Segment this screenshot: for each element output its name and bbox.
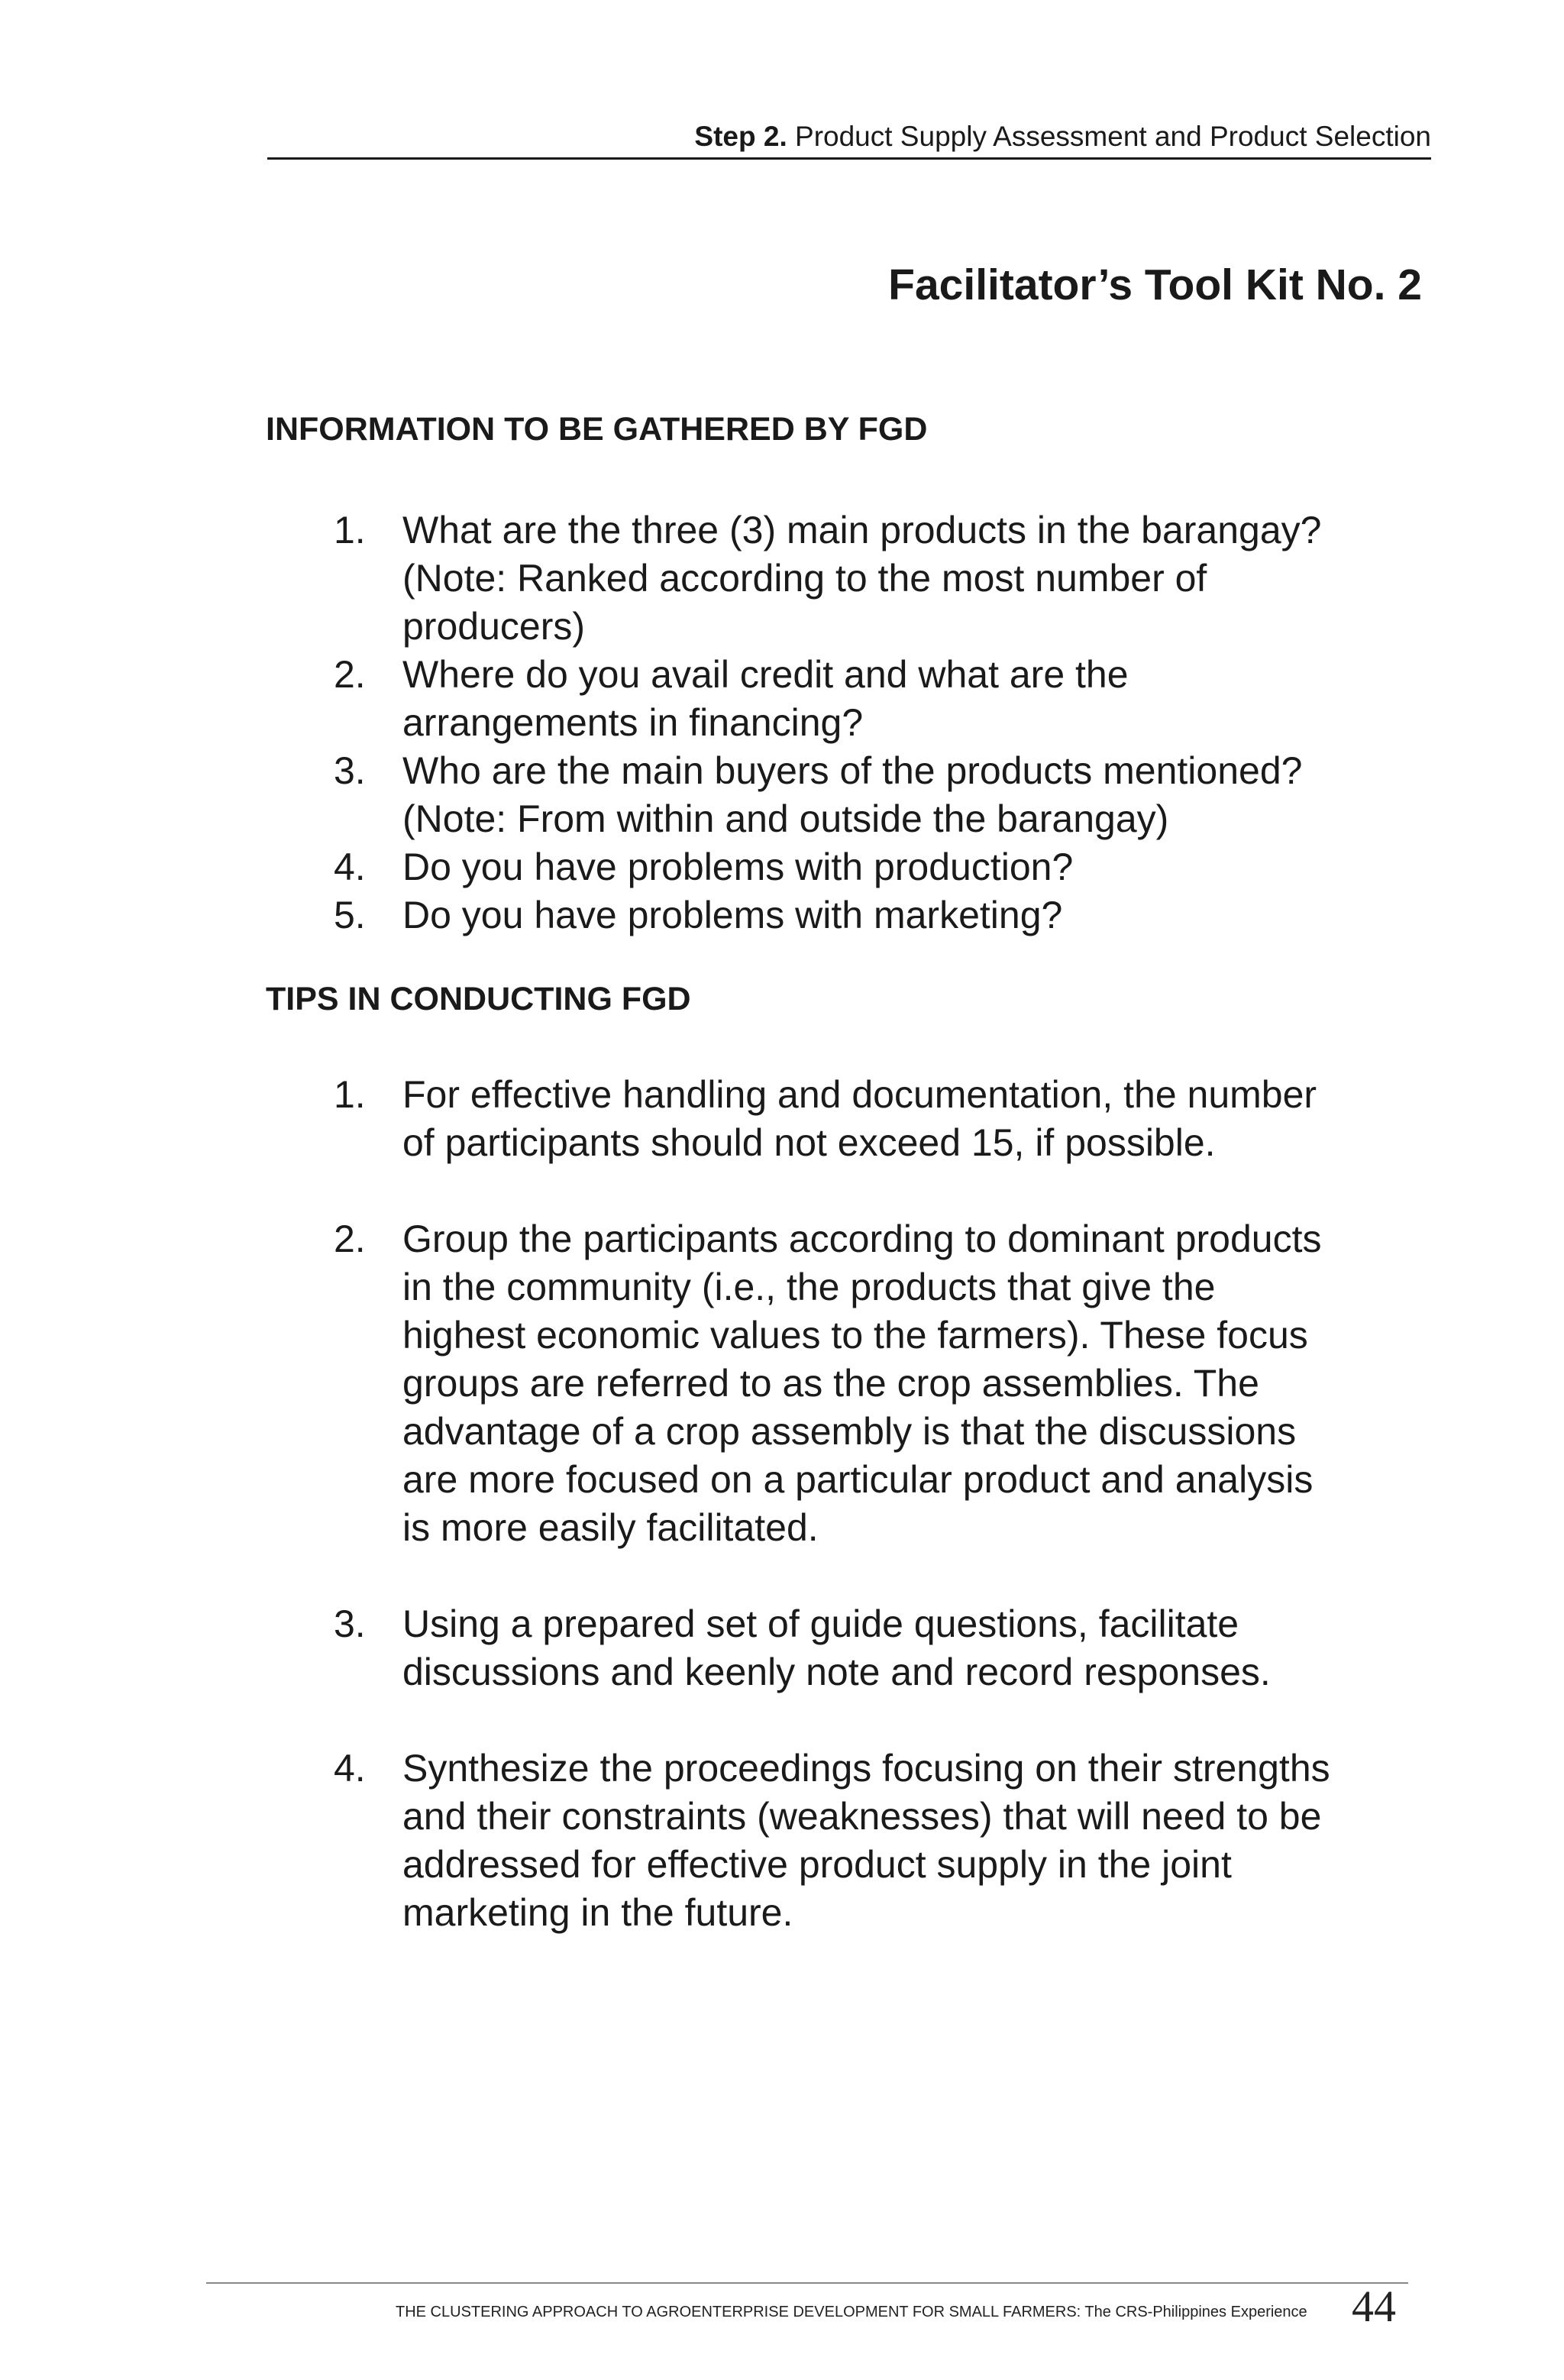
list-item-text-line: Using a prepared set of guide questions, facilitate	[402, 1602, 1239, 1645]
tips-list	[0, 1071, 1426, 1985]
list-item-text-line: For effective handling and documentation, the number	[402, 1073, 1317, 1116]
list-item	[0, 891, 1426, 939]
list-item-text-line: of participants should not exceed 15, if possible.	[402, 1121, 1216, 1164]
list-item	[0, 1600, 1426, 1696]
list-item-text-line: (Note: From within and outside the barangay)	[402, 797, 1169, 840]
tips-heading: TIPS IN CONDUCTING FGD	[266, 981, 691, 1017]
information-list	[0, 506, 1426, 939]
list-item-text-line: Do you have problems with marketing?	[402, 894, 1063, 936]
list-item-number: 2.	[334, 1217, 366, 1260]
list-item-text-line: groups are referred to as the crop assemblies. The	[402, 1362, 1259, 1405]
list-item	[0, 1745, 1426, 1937]
list-item	[0, 843, 1426, 891]
list-item-number: 1.	[334, 509, 366, 551]
list-item-text-line: addressed for effective product supply in the joint	[402, 1843, 1232, 1886]
list-item	[0, 506, 1426, 651]
step-title: Product Supply Assessment and Product Selection	[795, 121, 1431, 152]
list-item	[0, 1215, 1426, 1552]
list-item-text-line: and their constraints (weaknesses) that will need to be	[402, 1795, 1322, 1838]
list-item-number: 5.	[334, 894, 366, 936]
list-item-text-line: is more easily facilitated.	[402, 1506, 819, 1549]
list-item-text-line: marketing in the future.	[402, 1891, 793, 1934]
list-item	[0, 651, 1426, 747]
list-item-number: 4.	[334, 846, 366, 888]
list-item	[0, 747, 1426, 843]
footer-divider	[206, 2282, 1408, 2284]
step-label: Step 2.	[694, 121, 787, 152]
information-heading: INFORMATION TO BE GATHERED BY FGD	[266, 411, 928, 448]
list-item-text-line: Where do you avail credit and what are the	[402, 653, 1129, 696]
list-item-text-line: Synthesize the proceedings focusing on their strengths	[402, 1747, 1330, 1790]
list-item-text-line: arrangements in financing?	[402, 701, 864, 744]
list-item-text-line: in the community (i.e., the products that give the	[402, 1266, 1216, 1308]
running-header	[267, 119, 1431, 160]
page-title: Facilitator’s Tool Kit No. 2	[888, 260, 1422, 309]
list-item-number: 3.	[334, 1602, 366, 1645]
list-item-text-line: are more focused on a particular product and analysis	[402, 1458, 1314, 1501]
list-item-number: 4.	[334, 1747, 366, 1790]
list-item-text-line: producers)	[402, 605, 585, 648]
list-item-text-line: What are the three (3) main products in the barangay?	[402, 509, 1322, 551]
list-item-text-line: highest economic values to the farmers). These focus	[402, 1314, 1308, 1357]
list-item-text-line: Do you have problems with production?	[402, 846, 1074, 888]
list-item-text-line: Who are the main buyers of the products mentioned?	[402, 749, 1303, 792]
list-item-number: 3.	[334, 749, 366, 792]
list-item-number: 1.	[334, 1073, 366, 1116]
list-item-number: 2.	[334, 653, 366, 696]
list-item-text-line: (Note: Ranked according to the most number of	[402, 557, 1207, 600]
list-item-text-line: Group the participants according to dominant products	[402, 1217, 1322, 1260]
page-number: 44	[1352, 2281, 1396, 2331]
footer-book-title: THE CLUSTERING APPROACH TO AGROENTERPRISE DEVELOPMENT FOR SMALL FARMERS: The CRS-Philippines Experience	[396, 2304, 1307, 2320]
list-item-text-line: discussions and keenly note and record responses.	[402, 1651, 1271, 1693]
list-item-text-line: advantage of a crop assembly is that the discussions	[402, 1410, 1297, 1453]
list-item	[0, 1071, 1426, 1167]
